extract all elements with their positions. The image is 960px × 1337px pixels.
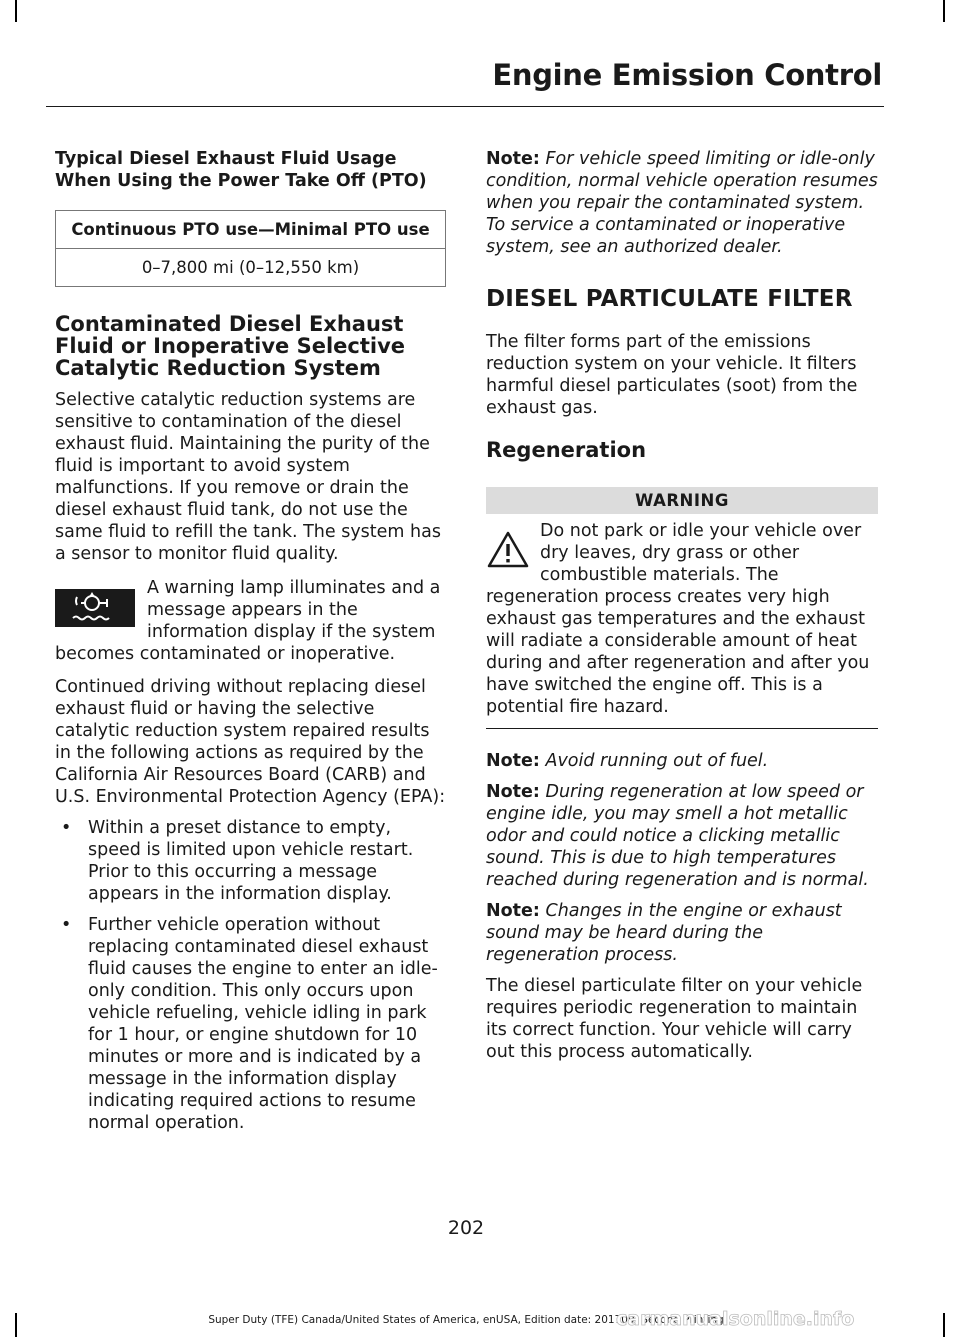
warning-text: Do not park or idle your vehicle over dry leaves, dry grass or other combustible materials. The regeneration process creates very high exhaust gas temperatures and the exhaust will radiate a considerable amount of heat during and after regeneration and after you have switched the engine off. This is a potential fire hazard. (486, 521, 870, 717)
note-label: Note: (486, 901, 540, 921)
note-label: Note: (486, 149, 540, 169)
list-item-text: Within a preset distance to empty, speed is limited upon vehicle restart. Prior to this occurring a message appears in the information display. (88, 818, 414, 904)
right-column (486, 148, 878, 1063)
table-row (56, 249, 446, 287)
list-item (55, 914, 446, 1134)
dpf-regeneration-paragraph: The diesel particulate filter on your vehicle requires periodic regeneration to maintain its correct function. Your vehicle will carry out this process automatically. (486, 976, 863, 1062)
note-text: Avoid running out of fuel. (539, 751, 769, 771)
actions-list (55, 817, 446, 1134)
pto-usage-table (55, 210, 446, 287)
edition-footer: Super Duty (TFE) Canada/United States of America, enUSA, Edition date: 201709, Second Printing (208, 1314, 724, 1326)
note-label: Note: (486, 782, 540, 802)
watermark (616, 1303, 946, 1333)
page-header-title: Engine Emission Control (492, 58, 882, 92)
note-regeneration-smell (486, 781, 878, 891)
note-label: Note: (486, 751, 540, 771)
warning-lamp-paragraph: A warning lamp illuminates and a message appears in the information display if the system becomes contaminated or inoperative. (55, 578, 441, 664)
diesel-exhaust-fluid-warning-icon (55, 589, 135, 627)
contamination-paragraph: Selective catalytic reduction systems are sensitive to contamination of the diesel exhaust fluid. Maintaining the purity of the fluid is important to avoid system malfunctions. If you remove or drain the diesel exhaust fluid tank, do not use the same fluid to refill the tank. The system has a sensor to monitor fluid quality. (55, 390, 441, 564)
continued-driving-paragraph: Continued driving without replacing diesel exhaust fluid or having the selective catalytic reduction system repaired results in the following actions as required by the California Air Resources Board (CARB) and U.S. Environmental Protection Agency (EPA): (55, 677, 446, 807)
note-text: During regeneration at low speed or engine idle, you may smell a hot metallic odor and could notice a clicking metallic sound. This is due to high temperatures reached during regeneration and is normal. (486, 782, 869, 890)
list-item (55, 817, 446, 905)
svg-text:carmanualsonline.info: carmanualsonline.info (616, 1308, 855, 1330)
warning-title: WARNING (486, 487, 878, 514)
crop-mark-top-right (943, 0, 945, 22)
regeneration-heading: Regeneration (486, 438, 647, 462)
note-text: For vehicle speed limiting or idle-only condition, normal vehicle operation resumes when you repair the contaminated system. To service a contaminated or inoperative system, see an authorized dealer. (486, 149, 878, 257)
bullet-dot: • (61, 818, 72, 838)
left-column (55, 148, 446, 1143)
list-item-text: Further vehicle operation without replacing contaminated diesel exhaust fluid causes the engine to enter an idle-only condition. This only occurs upon vehicle refueling, vehicle idling in park for 1 hour, or engine shutdown for 10 minutes or more and is indicated by a message in the information display indicating required actions to resume normal operation. (88, 915, 438, 1133)
warning-divider (486, 728, 878, 729)
dpf-paragraph: The filter forms part of the emissions reduction system on your vehicle. It filters harmful diesel particulates (soot) from the exhaust gas. (486, 332, 858, 418)
note-vehicle-speed (486, 148, 878, 258)
table-cell: 0–7,800 mi (0–12,550 km) (56, 249, 446, 287)
table-header-cell: Continuous PTO use—Minimal PTO use (56, 211, 446, 249)
crop-mark-top-left (15, 0, 17, 22)
dpf-heading: DIESEL PARTICULATE FILTER (486, 286, 853, 312)
contaminated-heading: Contaminated Diesel Exhaust Fluid or Inoperative Selective Catalytic Reduction System (55, 312, 406, 380)
warning-triangle-icon (486, 530, 530, 570)
warning-body (486, 520, 878, 718)
warning-box (486, 487, 878, 729)
note-fuel (486, 750, 878, 772)
bullet-dot: • (61, 915, 72, 935)
usage-heading: Typical Diesel Exhaust Fluid Usage When Using the Power Take Off (PTO) (55, 149, 427, 191)
page-number: 202 (447, 1217, 485, 1239)
warning-lamp-block (55, 577, 446, 665)
table-header-row (56, 211, 446, 249)
note-exhaust-sound (486, 900, 878, 966)
note-text: Changes in the engine or exhaust sound may be heard during the regeneration process. (486, 901, 842, 965)
header-divider (46, 106, 884, 107)
